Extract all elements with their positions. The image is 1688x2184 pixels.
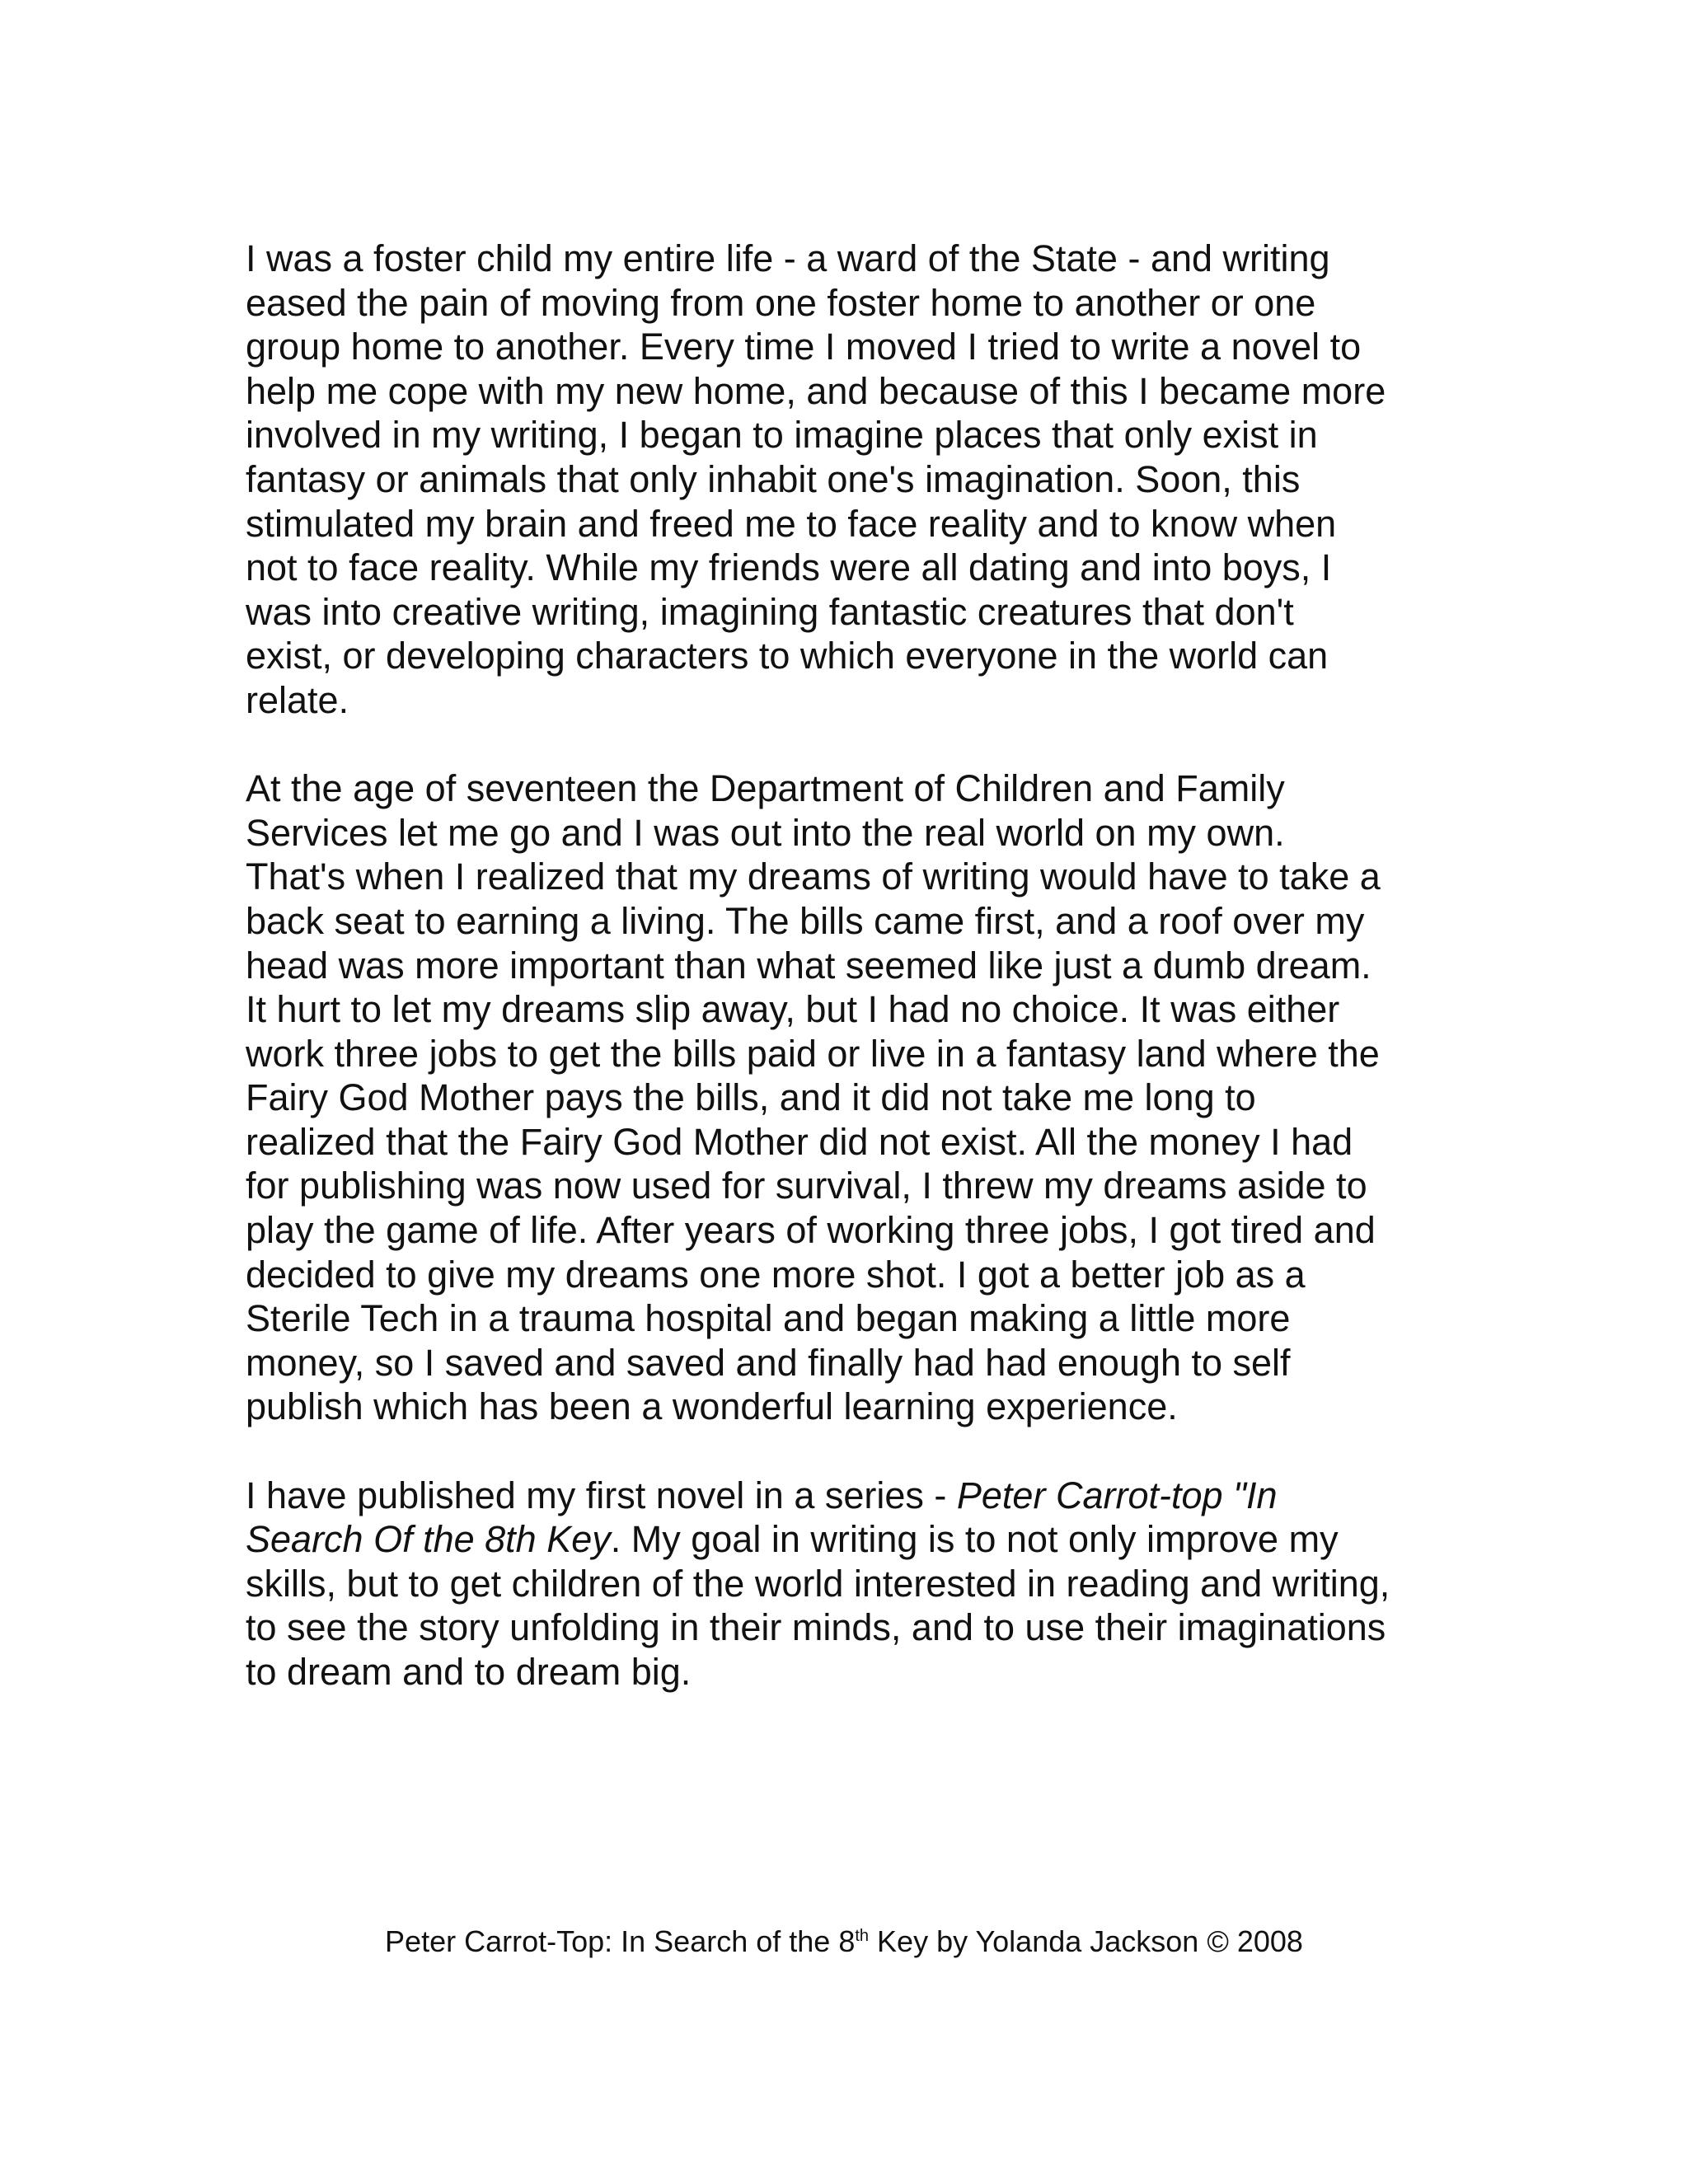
footer-text-end: Key by Yolanda Jackson © 2008 bbox=[869, 1924, 1303, 1958]
paragraph-foster-child: I was a foster child my entire life - a ward of the State - and writing eased the pain of moving from one foster home to another or one group home to another. Every time I moved I tried to write a novel to help me cope with my new home, and because of this I became more involved in my writing, I began to imagine places that only exist in fantasy or animals that only inhabit one's imagination. Soon, this stimulated my brain and freed me to face reality and to know when not to face reality. While my friends were all dating and into boys, I was into creative writing, imagining fantastic creatures that don't exist, or developing characters to which everyone in the world can relate. bbox=[246, 237, 1386, 721]
paragraph-published-novel bbox=[246, 1474, 1449, 1694]
paragraph-intro-text: I have published my first novel in a series - bbox=[246, 1474, 957, 1516]
book-title-part2: Search Of the 8th Key bbox=[246, 1518, 611, 1561]
body-text bbox=[246, 237, 1449, 1694]
paragraph-real-world: At the age of seventeen the Department of Children and Family Services let me go and I was out into the real world on my own. That's when I realized that my dreams of writing would have to take a back seat to earning a living. The bills came first, and a roof over my head was more important than what seemed like just a dumb dream. It hurt to let my dreams slip away, but I had no choice. It was either work three jobs to get the bills paid or live in a fantasy land where the Fairy God Mother pays the bills, and it did not take me long to realized that the Fairy God Mother did not exist. All the money I had for publishing was now used for survival, I threw my dreams aside to play the game of life. After years of working three jobs, I got tired and decided to give my dreams one more shot. I got a better job as a Sterile Tech in a trauma hospital and began making a little more money, so I saved and saved and finally had had enough to self publish which has been a wonderful learning experience. bbox=[246, 767, 1381, 1428]
paragraph-goal-start: . My goal in writing is to not only improve my bbox=[610, 1518, 1339, 1561]
footer-text-start: Peter Carrot-Top: In Search of the 8 bbox=[385, 1924, 856, 1958]
footer-superscript: th bbox=[855, 1927, 870, 1945]
book-title-part1: Peter Carrot-top "In bbox=[956, 1474, 1278, 1516]
page-footer bbox=[0, 1922, 1688, 1961]
paragraph-goal-rest: skills, but to get children of the world interested in reading and writing, to see the story unfolding in their minds, and to use their imaginations to dream and to dream big. bbox=[246, 1562, 1390, 1693]
